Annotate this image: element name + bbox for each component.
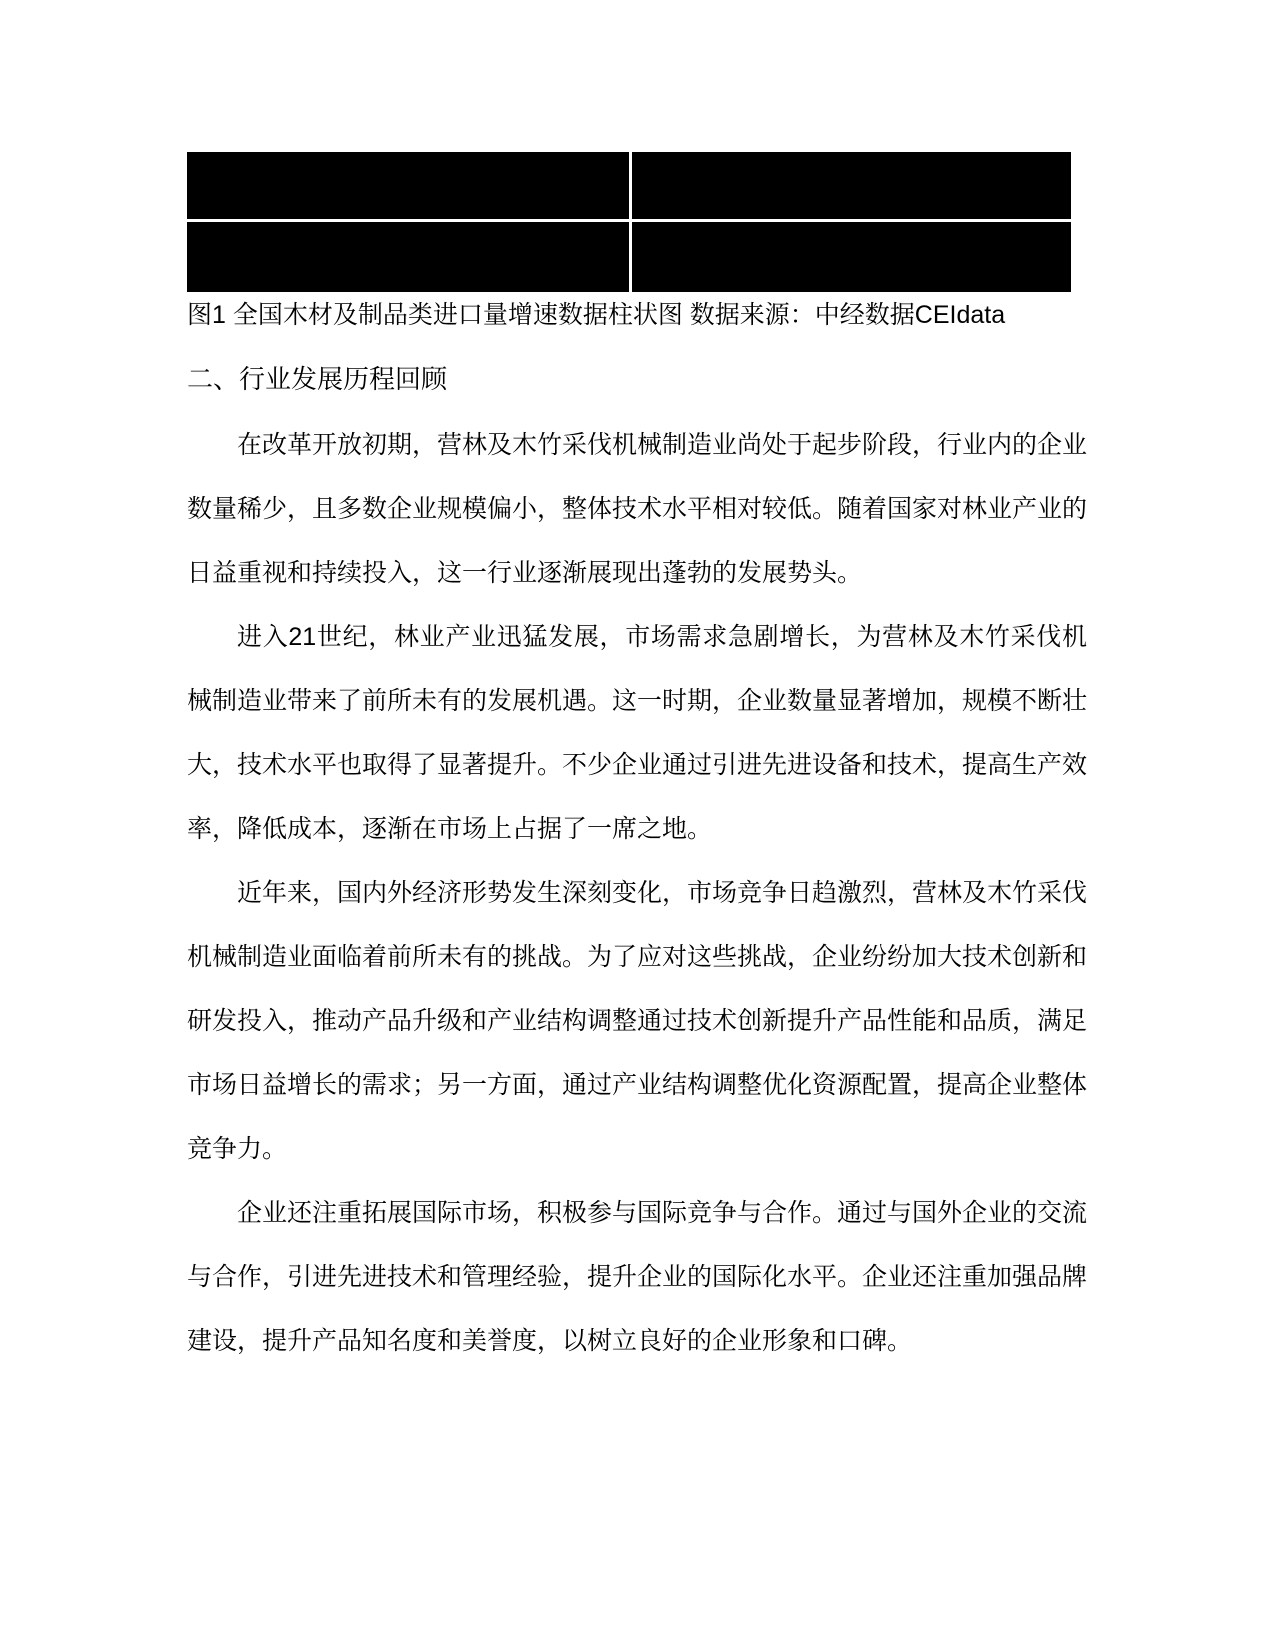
figure-cell-top-right <box>632 152 1071 219</box>
section-heading: 二、行业发展历程回顾 <box>187 364 448 394</box>
figure-cell-top-left <box>187 152 629 219</box>
figure-cell-bottom-left <box>187 222 629 292</box>
body-paragraph: 进入21世纪，林业产业迅猛发展，市场需求急剧增长，为营林及木竹采伐机械制造业带来了前所未有的发展机遇。这一时期，企业数量显著增加，规模不断壮大，技术水平也取得了显著提升。不少企业通过引进先进设备和技术，提高生产效率，降低成本，逐渐在市场上占据了一席之地。 <box>187 623 1088 843</box>
section-body <box>187 413 1087 1373</box>
figure-caption: 图1 全国木材及制品类进口量增速数据柱状图 数据来源：中经数据CEIdata <box>187 301 1006 329</box>
figure-image-redacted <box>187 152 1071 292</box>
body-paragraph: 企业还注重拓展国际市场，积极参与国际竞争与合作。通过与国外企业的交流与合作，引进先进技术和管理经验，提升企业的国际化水平。企业还注重加强品牌建设，提升产品知名度和美誉度，以树立良好的企业形象和口碑。 <box>187 1199 1088 1355</box>
body-paragraph: 近年来，国内外经济形势发生深刻变化，市场竞争日趋激烈，营林及木竹采伐机械制造业面临着前所未有的挑战。为了应对这些挑战，企业纷纷加大技术创新和研发投入，推动产品升级和产业结构调整通过技术创新提升产品性能和品质，满足市场日益增长的需求；另一方面，通过产业结构调整优化资源配置，提高企业整体竞争力。 <box>187 879 1088 1163</box>
figure-cell-bottom-right <box>632 222 1071 292</box>
body-paragraph: 在改革开放初期，营林及木竹采伐机械制造业尚处于起步阶段，行业内的企业数量稀少，且多数企业规模偏小，整体技术水平相对较低。随着国家对林业产业的日益重视和持续投入，这一行业逐渐展现出蓬勃的发展势头。 <box>187 431 1088 587</box>
